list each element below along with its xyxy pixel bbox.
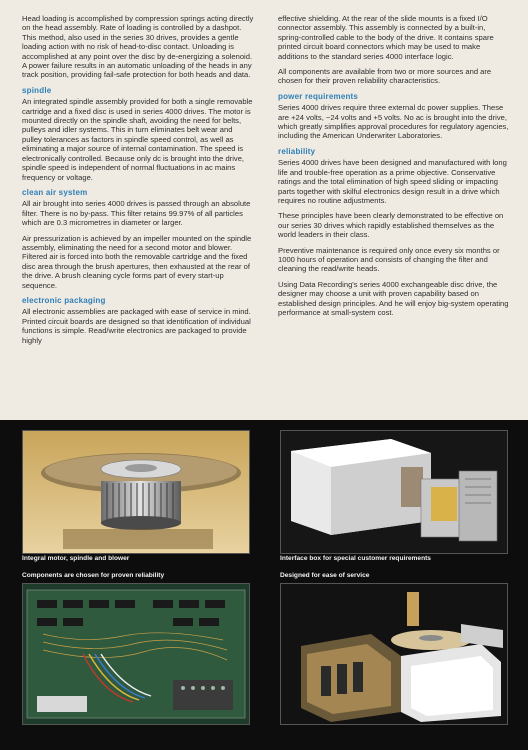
photo-panel [0, 420, 528, 750]
power-requirements-heading: power requirements [278, 91, 359, 101]
electronic-packaging-paragraph: All electronic assemblies are packaged with ease of service in mind. Printed circuit boards are designed so that identification of individual functions is simple. Read/write electronics are packaged to provide highly [22, 307, 251, 345]
reliability-paragraph-2: These principles have been clearly demonstrated to be effective on our series 30 drives which rapidly established themselves as the world leaders in their class. [278, 211, 504, 240]
components-paragraph: All components are available from two or more sources and are chosen for their proven reliability characteristics. [278, 67, 492, 86]
interface-box-photo [280, 430, 508, 554]
left-column [22, 14, 254, 351]
interface-box-illustration [281, 431, 507, 553]
components-photo [22, 583, 250, 725]
interface-caption: Interface box for special customer requirements [280, 555, 431, 562]
service-caption: Designed for ease of service [280, 572, 370, 579]
service-photo [280, 583, 508, 725]
motor-spindle-photo [22, 430, 250, 554]
clean-air-paragraph-2: Air pressurization is achieved by an impeller mounted on the spindle assembly, eliminating the need for a second motor and blower. Filtered air is forced into both the removable cartridge and the fixed disc area through the brush apertures, then exhausted at the rear of the drive. A brush cleaning cycle forms part of every start-up sequence. [22, 233, 252, 290]
right-column [278, 14, 510, 323]
motor-caption: Integral motor, spindle and blower [22, 555, 130, 562]
reliability-paragraph-1: Series 4000 drives have been designed and manufactured with long life and trouble-free operation as a prime objective. Conservative ratings and the total elimination of high speed sliding or impacting parts together with skilful electronics design result in a drive which requires no routine adjustments. [278, 158, 507, 205]
open-drive-illustration [281, 584, 507, 724]
clean-air-paragraph-1: All air brought into series 4000 drives is passed through an absolute filter. There is no by-pass. This filter retains 99.97% of all particles which are 0.3 micrometres in diameter or larger. [22, 199, 251, 228]
motor-spindle-illustration [23, 431, 249, 553]
clean-air-heading: clean air system [22, 187, 88, 197]
spindle-heading: spindle [22, 85, 52, 95]
circuit-board-illustration [23, 584, 249, 724]
head-loading-paragraph: Head loading is accomplished by compression springs acting directly on the head assembly. Rate of loading is controlled by a dashpot. This method, also used in the series 30 drives, provides a gentle loading action with no risk of head-to-disc contact. Unloading is accomplished at any point over the disc by de-energizing a solenoid. A power failure results in an automatic unloading of the heads in any track position, providing fail-safe protection for both heads and data. [22, 14, 254, 80]
spindle-paragraph: An integrated spindle assembly provided for both a single removable cartridge and a fixed disc is used in series 4000 drives. The motor is mounted directly on the spindle shaft, avoiding the need for belts, pulleys and idler systems. This in turn eliminates belt wear and pulley tolerances as factors in spindle speed control, as well as eliminating a major source of internal contamination. The speed is electronically controlled. Because only dc is brought into the drive, spindle speed is independent of normal fluctuations in ac mains frequency or voltage. [22, 97, 253, 182]
components-caption: Components are chosen for proven reliability [22, 572, 165, 579]
shielding-paragraph: effective shielding. At the rear of the slide mounts is a fixed I/O connector assembly. This assembly is connected by a built-in, spring-controlled cable to the body of the drive. It contains spare printed circuit board connectors which may be used to make additions to the standard series 4000 interface logic. [278, 14, 494, 61]
power-requirements-paragraph: Series 4000 drives require three external dc power supplies. These are +24 volts, −24 volts and +5 volts. No ac is brought into the drive, which greatly simplifies approval procedures for regulatory agencies, including the American Underwriter Laboratories. [278, 103, 509, 141]
reliability-paragraph-4: Using Data Recording's series 4000 exchangeable disc drive, the designer may choose a unit with proven capability based on established design principles. And he will enjoy big-system operating performance at small-system cost. [278, 279, 509, 317]
electronic-packaging-heading: electronic packaging [22, 295, 106, 305]
reliability-heading: reliability [278, 146, 316, 156]
reliability-paragraph-3: Preventive maintenance is required only once every six months or 1000 hours of operation and consists of changing the filter and cleaning the read/write heads. [278, 245, 500, 274]
